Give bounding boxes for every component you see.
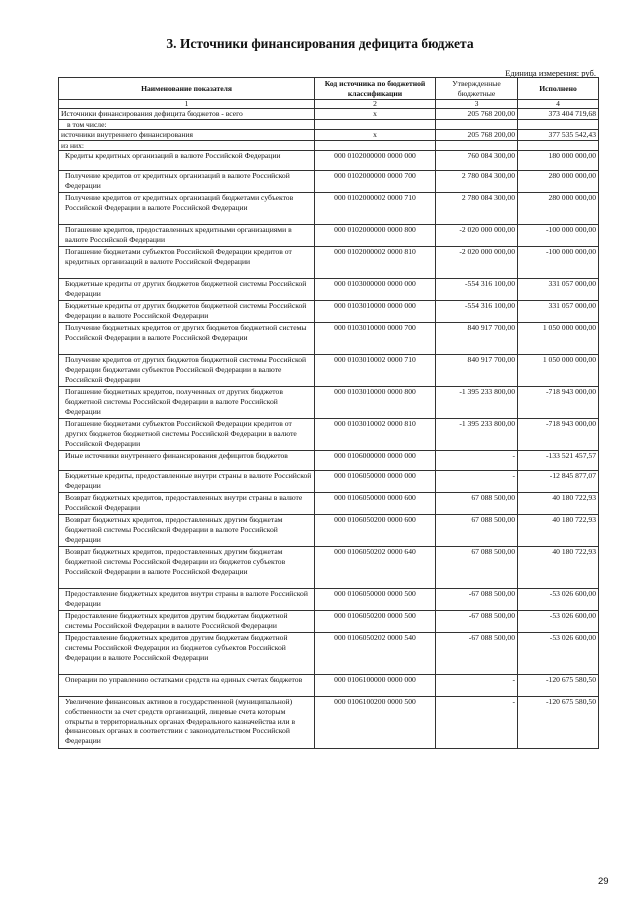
row-executed: -120 675 580,50 [518,697,599,749]
row-approved: - [436,471,518,493]
row-name: Бюджетные кредиты от других бюджетов бюджетной системы Российской Федерации [59,279,315,301]
row-code: х [315,109,436,120]
row-name: Погашение бюджетами субъектов Российской Федерации кредитов от других бюджетов бюджетной системы Российской Федерации в валюте Российской Федерации [59,419,315,451]
row-code: х [315,130,436,141]
row-code: 000 0106050202 0000 640 [315,547,436,589]
row-approved: -67 088 500,00 [436,611,518,633]
row-name: Иные источники внутреннего финансирования дефицитов бюджетов [59,451,315,471]
row-code: 000 0106000000 0000 000 [315,451,436,471]
row-approved: -2 020 000 000,00 [436,247,518,279]
row-name: Погашение бюджетных кредитов, полученных от других бюджетов бюджетной системы Российской Федерации в валюте Российской Федерации [59,387,315,419]
table-row [59,493,599,515]
row-executed: -133 521 457,57 [518,451,599,471]
row-code: 000 0102000002 0000 710 [315,193,436,225]
row-executed: 1 050 000 000,00 [518,323,599,355]
row-executed: 331 057 000,00 [518,301,599,323]
table-row [59,355,599,387]
column-header-executed: Исполнено [518,78,599,100]
row-name: Возврат бюджетных кредитов, предоставленных другим бюджетам бюджетной системы Российской Федерации из бюджетов субъектов Российской Федерации в валюте Российской Федерации [59,547,315,589]
row-executed: 1 050 000 000,00 [518,355,599,387]
row-name: Возврат бюджетных кредитов, предоставленных другим бюджетам бюджетной системы Российской Федерации в валюте Российской Федерации [59,515,315,547]
table-row [59,419,599,451]
row-code: 000 0103000000 0000 000 [315,279,436,301]
row-approved: 760 084 300,00 [436,151,518,171]
table-row [59,451,599,471]
row-name: Операции по управлению остатками средств на единых счетах бюджетов [59,675,315,697]
row-code: 000 0102000000 0000 000 [315,151,436,171]
row-code: 000 0103010000 0000 700 [315,323,436,355]
row-code: 000 0106100200 0000 500 [315,697,436,749]
table-row [59,471,599,493]
table-row [59,279,599,301]
column-number: 4 [518,100,599,109]
table-row [59,109,599,120]
column-number: 1 [59,100,315,109]
row-executed: 280 000 000,00 [518,193,599,225]
table-row [59,697,599,749]
row-name: Предоставление бюджетных кредитов внутри страны в валюте Российской Федерации [59,589,315,611]
row-code: 000 0106050200 0000 600 [315,515,436,547]
column-number: 2 [315,100,436,109]
table-row [59,193,599,225]
row-name: Увеличение финансовых активов в государственной (муниципальной) собственности за счет средств организаций, лицевые счета которым открыты в территориальных органах Федерального казначейства или в финансовых органах в соответствии с законодательством Российской Федерации [59,697,315,749]
page-title: 3. Источники финансирования дефицита бюджета [166,36,474,51]
row-name: Предоставление бюджетных кредитов другим бюджетам бюджетной системы Российской Федерации из бюджетов субъектов Российской Федерации в валюте Российской Федерации [59,633,315,675]
row-approved: -1 395 233 800,00 [436,419,518,451]
row-approved: 67 088 500,00 [436,515,518,547]
row-executed: -718 943 000,00 [518,419,599,451]
table-row [59,151,599,171]
row-code: 000 0106050000 0000 600 [315,493,436,515]
table-row [59,247,599,279]
row-approved: 2 780 084 300,00 [436,171,518,193]
row-executed: -53 026 600,00 [518,633,599,675]
row-code: 000 0103010002 0000 710 [315,355,436,387]
row-executed: 180 000 000,00 [518,151,599,171]
row-name: Источники финансирования дефицита бюджетов - всего [59,109,315,120]
row-approved [436,119,518,130]
row-executed [518,119,599,130]
row-executed [518,140,599,151]
table-row [59,633,599,675]
row-name: Получение бюджетных кредитов от других бюджетов бюджетной системы Российской Федерации в валюте Российской Федерации [59,323,315,355]
row-name: Предоставление бюджетных кредитов другим бюджетам бюджетной системы Российской Федерации в валюте Российской Федерации [59,611,315,633]
table-row [59,675,599,697]
table-row [59,611,599,633]
table-row [59,547,599,589]
row-executed: 373 404 719,68 [518,109,599,120]
row-code: 000 0106050000 0000 500 [315,589,436,611]
table-row [59,140,599,151]
row-code: 000 0102000002 0000 810 [315,247,436,279]
row-executed: -12 845 877,07 [518,471,599,493]
row-code: 000 0106100000 0000 000 [315,675,436,697]
column-header-code: Код источника по бюджетной классификации [315,78,436,100]
row-executed: 40 180 722,93 [518,547,599,589]
row-approved: -554 316 100,00 [436,279,518,301]
row-name: Бюджетные кредиты от других бюджетов бюджетной системы Российской Федерации в валюте Российской Федерации [59,301,315,323]
row-executed: 280 000 000,00 [518,171,599,193]
table-row [59,130,599,141]
row-approved: -554 316 100,00 [436,301,518,323]
row-name: Возврат бюджетных кредитов, предоставленных внутри страны в валюте Российской Федерации [59,493,315,515]
row-approved: 2 780 084 300,00 [436,193,518,225]
row-executed: -53 026 600,00 [518,589,599,611]
row-name: Бюджетные кредиты, предоставленные внутри страны в валюте Российской Федерации [59,471,315,493]
row-executed: -100 000 000,00 [518,247,599,279]
table-row [59,515,599,547]
row-code: 000 0102000000 0000 700 [315,171,436,193]
row-executed: -100 000 000,00 [518,225,599,247]
row-approved: 840 917 700,00 [436,355,518,387]
row-name: Получение кредитов от других бюджетов бюджетной системы Российской Федерации бюджетами субъектов Российской Федерации в валюте Российской Федерации [59,355,315,387]
table-row [59,323,599,355]
row-executed: 40 180 722,93 [518,493,599,515]
row-code [315,119,436,130]
table-row [59,387,599,419]
row-approved: -1 395 233 800,00 [436,387,518,419]
row-name: из них: [59,140,315,151]
column-header-approved: Утвержденные бюджетные [436,78,518,100]
row-approved: 67 088 500,00 [436,547,518,589]
row-executed: -120 675 580,50 [518,675,599,697]
row-code: 000 0102000000 0000 800 [315,225,436,247]
page-number: 29 [598,876,609,887]
row-executed: 331 057 000,00 [518,279,599,301]
row-approved: 67 088 500,00 [436,493,518,515]
row-name: Кредиты кредитных организаций в валюте Российской Федерации [59,151,315,171]
column-header-name: Наименование показателя [59,78,315,100]
row-name: в том числе: [59,119,315,130]
row-code [315,140,436,151]
row-approved: 205 768 200,00 [436,109,518,120]
table-row [59,225,599,247]
units-label: Единица измерения: руб. [505,68,596,78]
row-code: 000 0103010000 0000 000 [315,301,436,323]
row-executed: 40 180 722,93 [518,515,599,547]
row-code: 000 0103010002 0000 810 [315,419,436,451]
row-executed: -53 026 600,00 [518,611,599,633]
column-number: 3 [436,100,518,109]
row-approved: 840 917 700,00 [436,323,518,355]
table-row [59,171,599,193]
table-row [59,589,599,611]
row-approved: -67 088 500,00 [436,589,518,611]
row-code: 000 0106050200 0000 500 [315,611,436,633]
row-approved: 205 768 200,00 [436,130,518,141]
row-executed: 377 535 542,43 [518,130,599,141]
row-approved: - [436,675,518,697]
row-approved [436,140,518,151]
row-name: источники внутреннего финансирования [59,130,315,141]
row-approved: -2 020 000 000,00 [436,225,518,247]
table-body [59,109,599,749]
row-approved: - [436,697,518,749]
row-name: Погашение бюджетами субъектов Российской Федерации кредитов от кредитных организаций в валюте Российской Федерации [59,247,315,279]
row-code: 000 0103010000 0000 800 [315,387,436,419]
row-name: Получение кредитов от кредитных организаций в валюте Российской Федерации [59,171,315,193]
financing-sources-table [58,77,599,749]
row-approved: -67 088 500,00 [436,633,518,675]
row-executed: -718 943 000,00 [518,387,599,419]
row-name: Получение кредитов от кредитных организаций бюджетами субъектов Российской Федерации в валюте Российской Федерации [59,193,315,225]
row-code: 000 0106050000 0000 000 [315,471,436,493]
table-row [59,301,599,323]
row-code: 000 0106050202 0000 540 [315,633,436,675]
row-approved: - [436,451,518,471]
table-row [59,119,599,130]
row-name: Погашение кредитов, предоставленных кредитными организациями в валюте Российской Федерации [59,225,315,247]
